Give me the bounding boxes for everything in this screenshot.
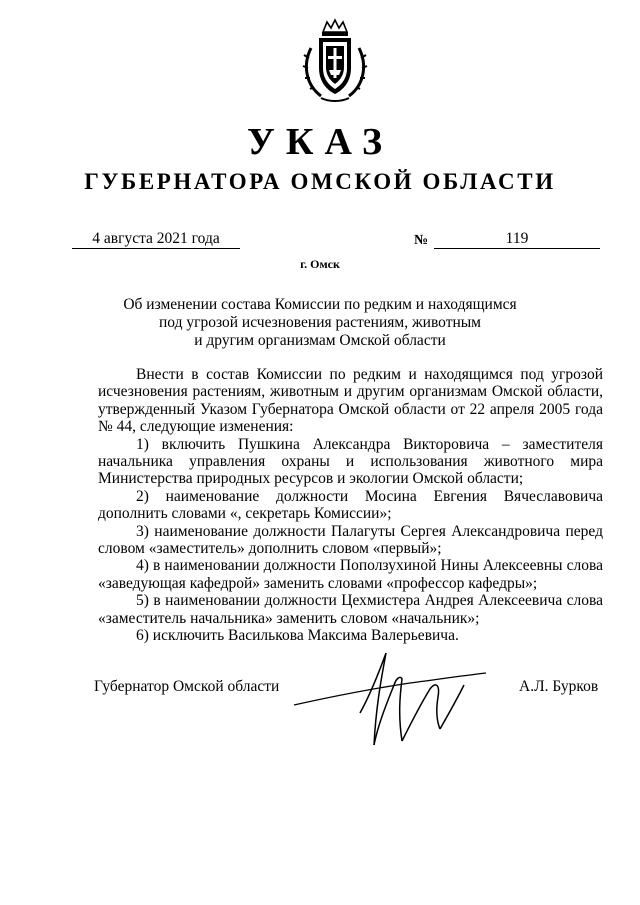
body-paragraph: 1) включить Пушкина Александра Викторовича – заместителя начальника управления охраны и использования животного мира Министерства природных ресурсов и экологии Омской области; [98,435,603,488]
body-paragraph: 5) в наименовании должности Цехмистера Андрея Алексеевича слова «заместитель начальника» заменить словом «начальник»; [98,592,603,627]
heading-line: Об изменении состава Комиссии по редким и находящимся [123,296,517,313]
body-paragraph: 2) наименование должности Мосина Евгения Вячеславовича дополнить словами «, секретарь Комиссии»; [98,487,603,523]
document-city: г. Омск [300,257,340,271]
body-paragraph: Внести в состав Комиссии по редким и находящимся под угрозой исчезновения растениям, животным и другим организмам Омской области, утвержденный Указом Губернатора Омской области от 22 апреля 2005 года № 44, следующие изменения: [98,366,603,436]
body-paragraph: 6) исключить Василькова Максима Валерьевича. [136,627,459,645]
heading-line: под угрозой исчезновения растениям, животным [158,314,481,331]
document-title: УКАЗ [247,121,393,163]
body-paragraph: 3) наименование должности Палагуты Сергея Александровича перед словом «заместитель» дополнить словом «первый»; [98,522,603,558]
number-sign: № [414,233,429,248]
coat-of-arms-icon [297,18,373,102]
heading-line: и другим организмам Омской области [194,332,446,349]
body-paragraph: 4) в наименовании должности Поползухиной Нины Алексеевны слова «заведующая кафедрой» заменить словами «профессор кафедры»; [98,557,603,592]
handwritten-signature [290,645,500,750]
signatory-name: А.Л. Бурков [519,678,599,695]
document-number: 119 [434,230,600,249]
signatory-position: Губернатор Омской области [94,678,280,695]
document-subtitle: ГУБЕРНАТОРА ОМСКОЙ ОБЛАСТИ [84,169,556,194]
document-heading [100,296,540,350]
document-body [98,366,603,645]
document-date: 4 августа 2021 года [72,230,240,249]
